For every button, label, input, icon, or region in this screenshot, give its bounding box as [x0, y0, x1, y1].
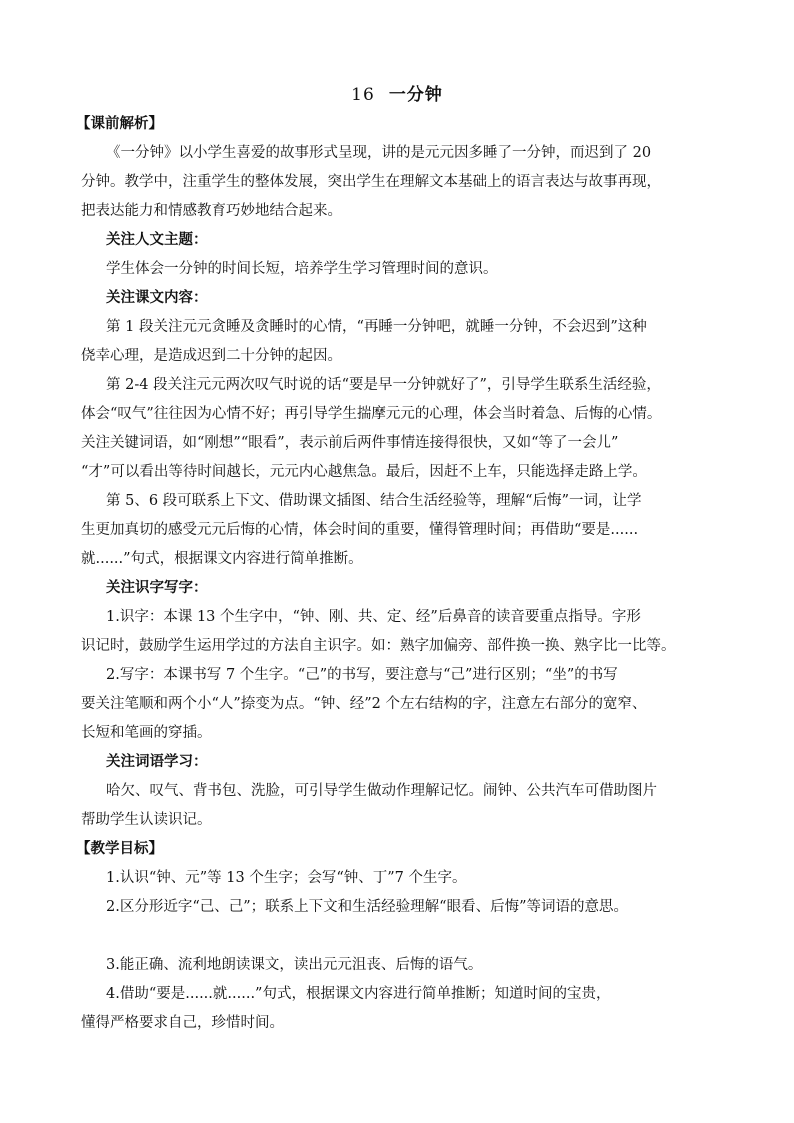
goal-item: 2.区分形近字“己、己”；联系上下文和生活经验理解“眼看、后悔”等词语的意思。: [106, 899, 628, 915]
content-line: “才”可以看出等待时间越长，元元内心越焦急。最后，因赶不上车，只能选择走路上学。: [81, 464, 647, 480]
subheading-words: 关注词语学习：: [106, 753, 208, 770]
lesson-name: 一分钟: [388, 85, 443, 105]
chars-line: 要关注笔顺和两个小“人”捺变为点。“钟、经”2 个左右结构的字，注意左右部分的宽窄、: [81, 696, 647, 712]
words-line: 帮助学生认读识记。: [81, 812, 212, 828]
lesson-number: 16: [351, 85, 375, 105]
goal-item: 4.借助“要是......就......”句式，根据课文内容进行简单推断；知道时间的宝贵，: [106, 986, 611, 1002]
content-line: 体会“叹气”往往因为心情不好；再引导学生揣摩元元的心理，体会当时着急、后悔的心情。: [81, 406, 662, 422]
subheading-theme: 关注人文主题：: [106, 231, 208, 248]
chars-line: 识记时，鼓励学生运用学过的方法自主识字。如：熟字加偏旁、部件换一换、熟字比一比等。: [81, 638, 676, 654]
chars-line: 长短和笔画的穿插。: [81, 725, 212, 741]
content-line: 关注关键词语，如“刚想”“眼看”，表示前后两件事情连接得很快，又如“等了一会儿”: [81, 435, 619, 451]
words-line: 哈欠、叹气、背书包、洗脸，可引导学生做动作理解记忆。闹钟、公共汽车可借助图片: [106, 783, 657, 799]
content-line: 生更加真切的感受元元后悔的心情，体会时间的重要，懂得管理时间；再借助“要是......: [81, 522, 639, 538]
intro-line: 分钟。教学中，注重学生的整体发展，突出学生在理解文本基础上的语言表达与故事再现，: [81, 174, 661, 190]
lesson-title: [0, 80, 794, 105]
content-line: 就......”句式，根据课文内容进行简单推断。: [81, 551, 363, 567]
content-line: 第 1 段关注元元贪睡及贪睡时的心情，“再睡一分钟吧，就睡一分钟，不会迟到”这种: [106, 319, 647, 335]
chars-line: 2.写字：本课书写 7 个生字。“己”的书写，要注意与“己”进行区别；“坐”的书写: [106, 667, 618, 683]
goal-item-continued: 懂得严格要求自己，珍惜时间。: [81, 1015, 284, 1031]
section-heading-goals: 【教学目标】: [76, 840, 163, 857]
content-line: 侥幸心理，是造成迟到二十分钟的起因。: [81, 348, 342, 364]
goal-item: 3.能正确、流利地朗读课文，读出元元沮丧、后悔的语气。: [106, 957, 483, 973]
subheading-chars: 关注识字写字：: [106, 579, 208, 596]
section-heading-pre-analysis: 【课前解析】: [76, 115, 163, 132]
content-line: 第 5、6 段可联系上下文、借助课文插图、结合生活经验等，理解“后悔”一词，让学: [106, 493, 642, 509]
theme-text: 学生体会一分钟的时间长短，培养学生学习管理时间的意识。: [106, 261, 498, 277]
chars-line: 1.识字：本课 13 个生字中，“钟、刚、共、定、经”后鼻音的读音要重点指导。字形: [106, 609, 641, 625]
content-line: 第 2-4 段关注元元两次叹气时说的话“要是早一分钟就好了”，引导学生联系生活经验，: [106, 377, 661, 393]
intro-line: 把表达能力和情感教育巧妙地结合起来。: [81, 203, 342, 219]
intro-line: 《一分钟》以小学生喜爱的故事形式呈现，讲的是元元因多睡了一分钟，而迟到了 20: [106, 145, 652, 161]
goal-item: 1.认识“钟、元”等 13 个生字；会写“钟、丁”7 个生字。: [106, 870, 467, 886]
subheading-content: 关注课文内容：: [106, 289, 208, 306]
